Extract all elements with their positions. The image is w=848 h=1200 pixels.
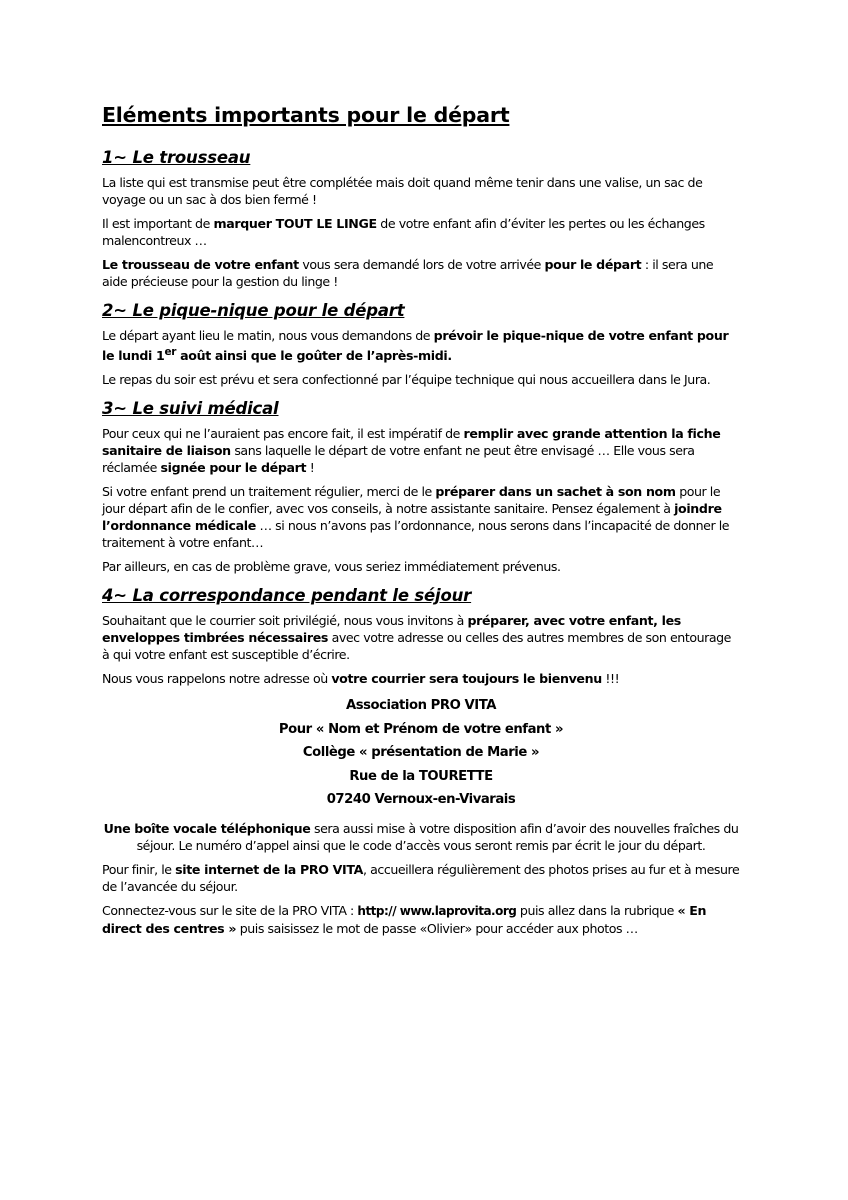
emphasis: Une boîte vocale téléphonique xyxy=(103,820,311,836)
emphasis: « En direct des centres » xyxy=(102,902,707,936)
emphasis: signée pour le départ xyxy=(160,460,307,476)
emphasis: Le trousseau de votre enfant xyxy=(102,257,299,272)
emphasis: prévoir le pique-nique de votre enfant pour le lundi 1er août ainsi que le goûter de l’après-midi. xyxy=(102,328,729,364)
website-paragraph: Pour finir, le site internet de la PRO VITA, accueillera régulièrement des photos prises au fur et à mesure de l’avancée du séjour. xyxy=(102,861,740,894)
emphasis: préparer, avec votre enfant, les enveloppes timbrées nécessaires xyxy=(102,613,681,646)
paragraph: Le repas du soir est prévu et sera confectionné par l’équipe technique qui nous accueillera dans le Jura. xyxy=(102,372,711,388)
emphasis: pour le départ xyxy=(544,257,642,272)
postal-address xyxy=(102,694,740,812)
emphasis: marquer TOUT LE LINGE xyxy=(213,216,377,231)
section-heading-pique-nique: 2~ Le pique-nique pour le départ xyxy=(102,301,405,320)
paragraph: Le trousseau de votre enfant vous sera demandé lors de votre arrivée pour le départ : il sera une aide précieuse pour la gestion du linge ! xyxy=(102,257,714,289)
section-heading-trousseau: 1~ Le trousseau xyxy=(102,148,251,167)
voicebox-paragraph: Une boîte vocale téléphonique sera aussi mise à votre disposition afin d’avoir des nouvelles fraîches du séjour. Le numéro d’appel ainsi que le code d’accès vous seront remis par écrit le jour du départ. xyxy=(103,820,739,853)
section-heading-suivi-medical: 3~ Le suivi médical xyxy=(102,399,279,419)
address-line: Association PRO VITA xyxy=(346,698,496,714)
section-pique-nique xyxy=(102,300,740,388)
connect-paragraph: Connectez-vous sur le site de la PRO VITA : http:// www.laprovita.org puis allez dans la rubrique « En direct des centres » puis saisissez le mot de passe «Olivier» pour accéder aux photos … xyxy=(102,902,707,936)
paragraph: Si votre enfant prend un traitement régulier, merci de le préparer dans un sachet à son nom pour le jour départ afin de le confier, avec vos conseils, à notre assistante sanitaire. Pensez également à joindre l’ordonnance médicale … si nous n’avons pas l’ordonnance, nous serons dans l’incapacité de donner le traitement à votre enfant… xyxy=(102,484,730,551)
section-trousseau xyxy=(102,147,740,290)
paragraph: Nous vous rappelons notre adresse où votre courrier sera toujours le bienvenu !!! xyxy=(102,671,620,687)
emphasis: remplir avec grande attention la fiche sanitaire de liaison xyxy=(102,426,721,459)
section-heading-correspondance: 4~ La correspondance pendant le séjour xyxy=(102,586,472,606)
section-suivi-medical xyxy=(102,398,740,575)
emphasis: site internet de la PRO VITA xyxy=(175,861,363,877)
paragraph: Souhaitant que le courrier soit privilégié, nous vous invitons à préparer, avec votre enfant, les enveloppes timbrées nécessaires avec votre adresse ou celles des autres membres de son entourage à qui votre enfant est susceptible d’écrire. xyxy=(102,613,731,663)
paragraph: Par ailleurs, en cas de problème grave, vous seriez immédiatement prévenus. xyxy=(102,559,561,575)
address-line: Collège « présentation de Marie » xyxy=(302,745,540,761)
website-url[interactable]: http:// www.laprovita.org xyxy=(357,903,517,918)
address-line: 07240 Vernoux-en-Vivarais xyxy=(326,792,516,808)
emphasis: joindre l’ordonnance médicale xyxy=(102,501,722,534)
address-line: Rue de la TOURETTE xyxy=(349,768,493,784)
emphasis: votre courrier sera toujours le bienvenu xyxy=(331,671,602,687)
paragraph: Il est important de marquer TOUT LE LINGE de votre enfant afin d’éviter les pertes ou les échanges malencontreux … xyxy=(102,216,705,248)
section-correspondance xyxy=(102,585,740,937)
address-line: Pour « Nom et Prénom de votre enfant » xyxy=(278,721,564,737)
paragraph: La liste qui est transmise peut être complétée mais doit quand même tenir dans une valise, un sac de voyage ou un sac à dos bien fermé ! xyxy=(102,175,703,207)
paragraph: Pour ceux qui ne l’auraient pas encore fait, il est impératif de remplir avec grande attention la fiche sanitaire de liaison sans laquelle le départ de votre enfant ne peut être envisagé … Elle vous sera réclamée signée pour le départ ! xyxy=(102,426,721,476)
document-body xyxy=(102,102,740,947)
page-title: Eléments importants pour le départ xyxy=(102,103,510,127)
paragraph: Le départ ayant lieu le matin, nous vous demandons de prévoir le pique-nique de votre enfant pour le lundi 1er août ainsi que le goûter de l’après-midi. xyxy=(102,328,729,364)
emphasis: préparer dans un sachet à son nom xyxy=(435,484,676,500)
